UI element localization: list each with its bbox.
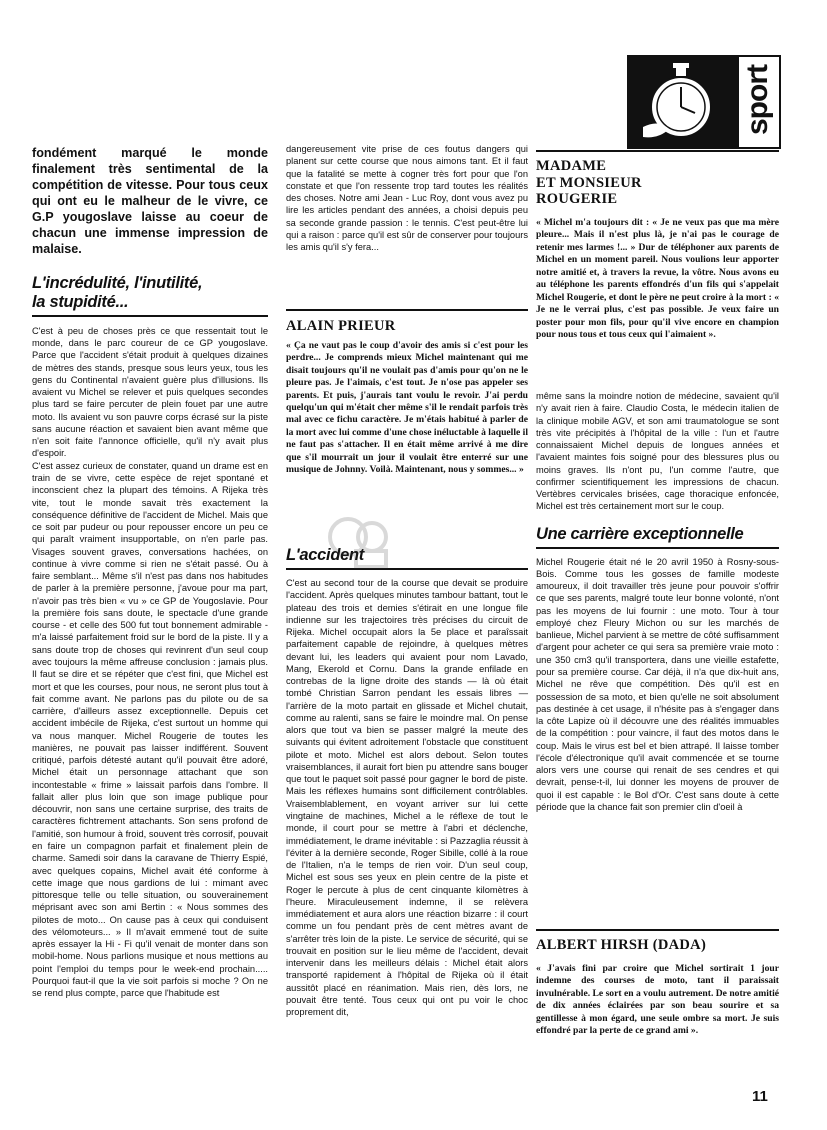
heading-text: L'incrédulité, l'inutilité, la stupidité...: [32, 273, 203, 311]
body-paragraph: dangereusement vite prise de ces foutus dangers qui planent sur cette course que nous aimons tant. Et il faut que la fatalité se mette à cogner très fort pour que l'on constate et que l'on ressente trop tard toutes les réalités des choses. Notre ami Jean - Luc Roy, dont vous avez pu lire les articles pendant des années, a choisi depuis peu sa seconde grande passion : le tennis. C'est peut-être lui qui a raison : parce qu'il est sûr de conserver pour toujours les amis qu'il s'y fera...: [286, 144, 528, 253]
column-2: [286, 143, 528, 253]
medical-paragraph-block: [536, 390, 779, 813]
hirsh-quote: « J'avais fini par croire que Michel sortirait 1 jour indemne des courses de moto, tant il paraissait invulnérable. Le sort en a voulu autrement. De notre amitié de dix années éclairées par son beau sourire et sa gentillesse à mon égard, une seule ombre sa mort. Je suis effondré par la perte de ce grand ami ».: [536, 962, 779, 1037]
logo-word: sport: [741, 65, 774, 135]
heading-text: Une carrière exceptionnelle: [536, 524, 744, 543]
section-heading-carriere: [536, 525, 779, 549]
hirsh-box: [536, 937, 779, 1037]
sport-logo: [627, 55, 781, 149]
accident-section: [286, 546, 528, 1019]
body-paragraph: C'est au second tour de la course que devait se produire l'accident. Après quelques minutes tambour battant, tout le plateau des trois et demies s'étirait en une longue file indienne sur les trajectoires très précises du circuit de Rijeka. Michel occupait alors la 5e place et paraîssait parfaitement capable de rejoindre, à quelques mètres devant lui, les leaders qui avaient pour nom Lavado, Mang, Ekerold et Cornu. Dans la grande enfilade en contrebas de la ligne droite des stands — là où était tombé Christian Sarron pendant les essais libres — l'arrière de la moto partait en glissade et Michel chutait, comme au ralenti, sans se faire le moindre mal. On pense alors que tout va bien se passer malgré la meute des suivants qui évitent adroitement l'obstacle que constituent pilote et moto. Michel est alors debout. Selon toutes vraisemblances, il aurait fort bien pu attendre sans bouger que tout le paquet soit passé pour gagner le bord de piste. Mais les réflexes humains sont difficilement contrôlables. Vraisemblablement, en voyant arriver sur lui cette vingtaine de machines, Michel a le réflexe de tout le monde, il court pour se mettre à l'abri et déclenche, immédiatement, le drame inévitable : si Pazzaglia réussit à l'éviter à la dernière seconde, Roger Sibille, collé à la roue de l'Italien, n'a le temps de rien voir. D'un seul coup, Michel est sous ses yeux en plein centre de la piste et Roger le percute à plus de cent cinquante kilomètres à l'heure. Miraculeusement indemne, il se relèvera immédiatement et aura alors une réaction bizarre : il court comme un fou pendant près de cent mètres avant de s'arrêter très loin de la piste. Le service de sécurité, qui se trouvait en position sur le lieu même de l'accident, devait intervenir dans les meilleurs délais : Michel était alors transporté rapidement à l'hôpital de Rijeka où il était aussitôt placé en réanimation. Mais rien, dès lors, ne pouvait être tenté. Tous ceux qui ont pu voir le choc proprement dit,: [286, 577, 528, 1018]
column-1: [32, 146, 268, 999]
divider: [536, 929, 779, 931]
prieur-box: [286, 318, 528, 477]
rougerie-quote: « Michel m'a toujours dit : « Je ne veux pas que ma mère pleure... Mais il n'est plus là, je n'ai pas le courage de retenir mes larmes !... » Dur de téléphoner aux parents de Michel en un moment pareil. Nous voulions leur apporter notre amitié et, à travers la revue, la vôtre. Nous avons eu au téléphone les parents effondrés d'un fils qui s'appelait Michel Rougerie, et dont le père ne peut croire à la mort : « Je ne le verrai plus, c'est pas possible. Je veux faire un poster pour mon fils, pour qu'il vive encore en champion pour nous tous et tous ceux qui l'aimaient ».: [536, 217, 779, 341]
watermark-stamp: [326, 515, 396, 571]
divider: [536, 150, 779, 152]
lead-paragraph: fondément marqué le monde finalement très sentimental de la compétition de vitesse. Pour tous ceux qui ont eu le malheur de le vivre, ce G.P yougoslave laisse au coeur de chacun une immense impression de malaise.: [32, 146, 268, 256]
body-paragraph: Michel Rougerie était né le 20 avril 1950 à Rosny-sous-Bois. Comme tous les gosses de famille modeste amoureux, il doit travailler très jeune pour pouvoir s'offrir ce que ses parents, malgré toute leur bonne volonté, n'ont pas les moyens de lui fournir : une moto. Tour à tour employé chez Fleury Michon ou sur les marchés de banlieue, Michel parvient à se mettre de côté suffisamment d'argent pour acheter ce qui sera sa première vraie moto : une 350 cm3 qu'il transportera, dans une vieille estafette, pour sa première course. Car déjà, il n'a que dix-huit ans, Michel ne rêve que compétition. Dès qu'il est en possession de sa moto, et bien qu'elle ne soit absolument pas destinée à cet usage, il n'hésite pas à s'engager dans la côte Lapize où il découvre une des réalités immuables de la compétition : pour vaincre, il faut des motos dans le coup. Mais le virus est bel et bien attrapé. Il laisse tomber l'école d'électronique qu'il avait commencée et se tourne alors vers une course qui renait de ses cendres et qui devrait, pense-t-il, lui donner les moyens de prouver de quoi il est capable : le Bol d'Or. C'est sans doute à cette période que la chance fait son premier clin d'oeil à: [536, 556, 779, 812]
body-paragraph: même sans la moindre notion de médecine, savaient qu'il n'y avait rien à faire. Claudio Costa, le médecin italien de la clinique mobile AGV, et son ami traumatologue se sont très vite précipités à l'hôpital de la ville : l'un et l'autre connaissaient Michel depuis de longues années et l'avaient maintes fois soigné pour des blessures plus ou moins graves. Ils n'ont pu, l'un comme l'autre, que confirmer scientifiquement les impressions de chacun. Vertèbres cervicales brisées, cage thoracique enfoncée, Michel est très certainement mort sur le coup.: [536, 391, 779, 512]
page-number: 11: [752, 1088, 768, 1105]
prieur-quote: « Ça ne vaut pas le coup d'avoir des amis si c'est pour les perdre... Je comprends mieux Michel maintenant qui me disait toujours qu'il ne voulait pas d'amis pour qu'on ne le pleure pas. Je l'aimais, c'est tout. Je n'ose pas appeler ses parents. Et puis, j'aurais tant voulu le revoir. J'ai perdu quelqu'un qui m'était cher même s'il le rendait parfois très mal avec ce fichu caractère. Je m'étais habitué à parler de la mort avec lui comme d'une chose inéluctable à laquelle il ne faut pas s'attacher. Il en était même arrivé à me dire que s'il mourrait un jour il voulait être enterré sur une musique de Johnny. Voilà. Maintenant, nous y sommes... »: [286, 339, 528, 476]
section-heading-incredulite: [32, 274, 268, 317]
hirsh-heading: ALBERT HIRSH (DADA): [536, 937, 707, 953]
rougerie-box: [536, 158, 779, 342]
rougerie-heading: MADAME ET MONSIEUR ROUGERIE: [536, 158, 642, 208]
body-paragraph: C'est à peu de choses près ce que ressentait tout le monde, dans le parc coureur de ce GP yougoslave. Parce que l'accident s'était produit à quelques dizaines de mètres des stands, presque sous leurs yeux, tous les gens du Continental n'avaient guère plus d'illusions. Ils avaient vu Michel se relever et puis quelques secondes plus tard se faire percuter de plein fouet par une autre moto. Ils avaient vu son pauvre corps écrasé sur la piste sans aucune réaction et savaient bien avant même que n'en soit faite l'annonce officielle, qu'il n'y avait plus d'espoir. C'est assez curieux de constater, quand un drame est en train de se vivre, cette espèce de rejet spontané et inconscient chez la plupart des témoins. A Rijeka très vite, tout le monde savait très exactement la conséquence définitive de l'accident de Michel. Mais que ce soit par pudeur ou pour repousser encore un peu ce qui paraît vraiment insupportable, on n'en parle pas. Visages souvent graves, conversations hachées, on continue à vivre comme si rien ne s'était passé. Ou à faire semblant... Même s'il n'est pas dans nos habitudes de parler à la première personne, j'avoue pour ma part, n'avoir pas très bien « vu » ce GP de Yougoslavie. Pour la première fois sans doute, le spectacle d'une grande course - et celle des 500 fut tout bonnement admirable - m'a laissé parfaitement froid sur le bord de la piste. Il y a sans doute trop de choses qui revinrent d'un seul coup avec toujours la même affreuse conclusion : jamais plus. Il faut se dire et se répéter que c'est fini, que Michel est mort et que les courses, pour nous, ne seront plus tout à fait comme avant. Ne parlons pas du pilote ou de sa carrière, d'ailleurs assez exceptionnelle. Depuis cet accident imbécile de Rijeka, c'est surtout un homme qui va nous manquer. Michel Rougerie de toutes les manières, ne pouvait pas laisser indifférent. Souvent critiqué, parfois détesté autant qu'il pouvait être adoré, Michel était un personnage attachant que son incontestable « frime » laissait parfois dans l'ombre. Il fallait aller plus loin que son image publique pour découvrir, non sans une certaine surprise, des traits de caractères fichtrement attachants. Son sens profond de l'amitié, son humour à froid, souvent très corrosif, pouvait en faire un compagnon parfait et finalement plein de charme. Samedi soir dans la caravane de Thierry Espié, avec quelques copains, Michel avait été conforme à cette image que nous gardions de lui : mimant avec pittoresque telle ou telle situation, ou souverainement méprisant avec son ami Bertin : « Nous sommes des pilotes de moto... On cause pas à ceux qui conduisent des vélomoteurs... » Il m'avait emmené tout de suite après essayer la Hi - Fi qu'il venait de monter dans son mobil-home. Nous parlions musique et nous mettions au point l'emploi du temps pour le week-end prochain..... Pourquoi faut-il que la vie soit parfois si moche ? On ne se rend plus compte, parce que l'habitude est: [32, 325, 268, 999]
section-heading-accident: [286, 546, 528, 570]
prieur-heading: ALAIN PRIEUR: [286, 318, 396, 334]
heading-text: L'accident: [286, 546, 364, 564]
divider: [286, 309, 528, 311]
